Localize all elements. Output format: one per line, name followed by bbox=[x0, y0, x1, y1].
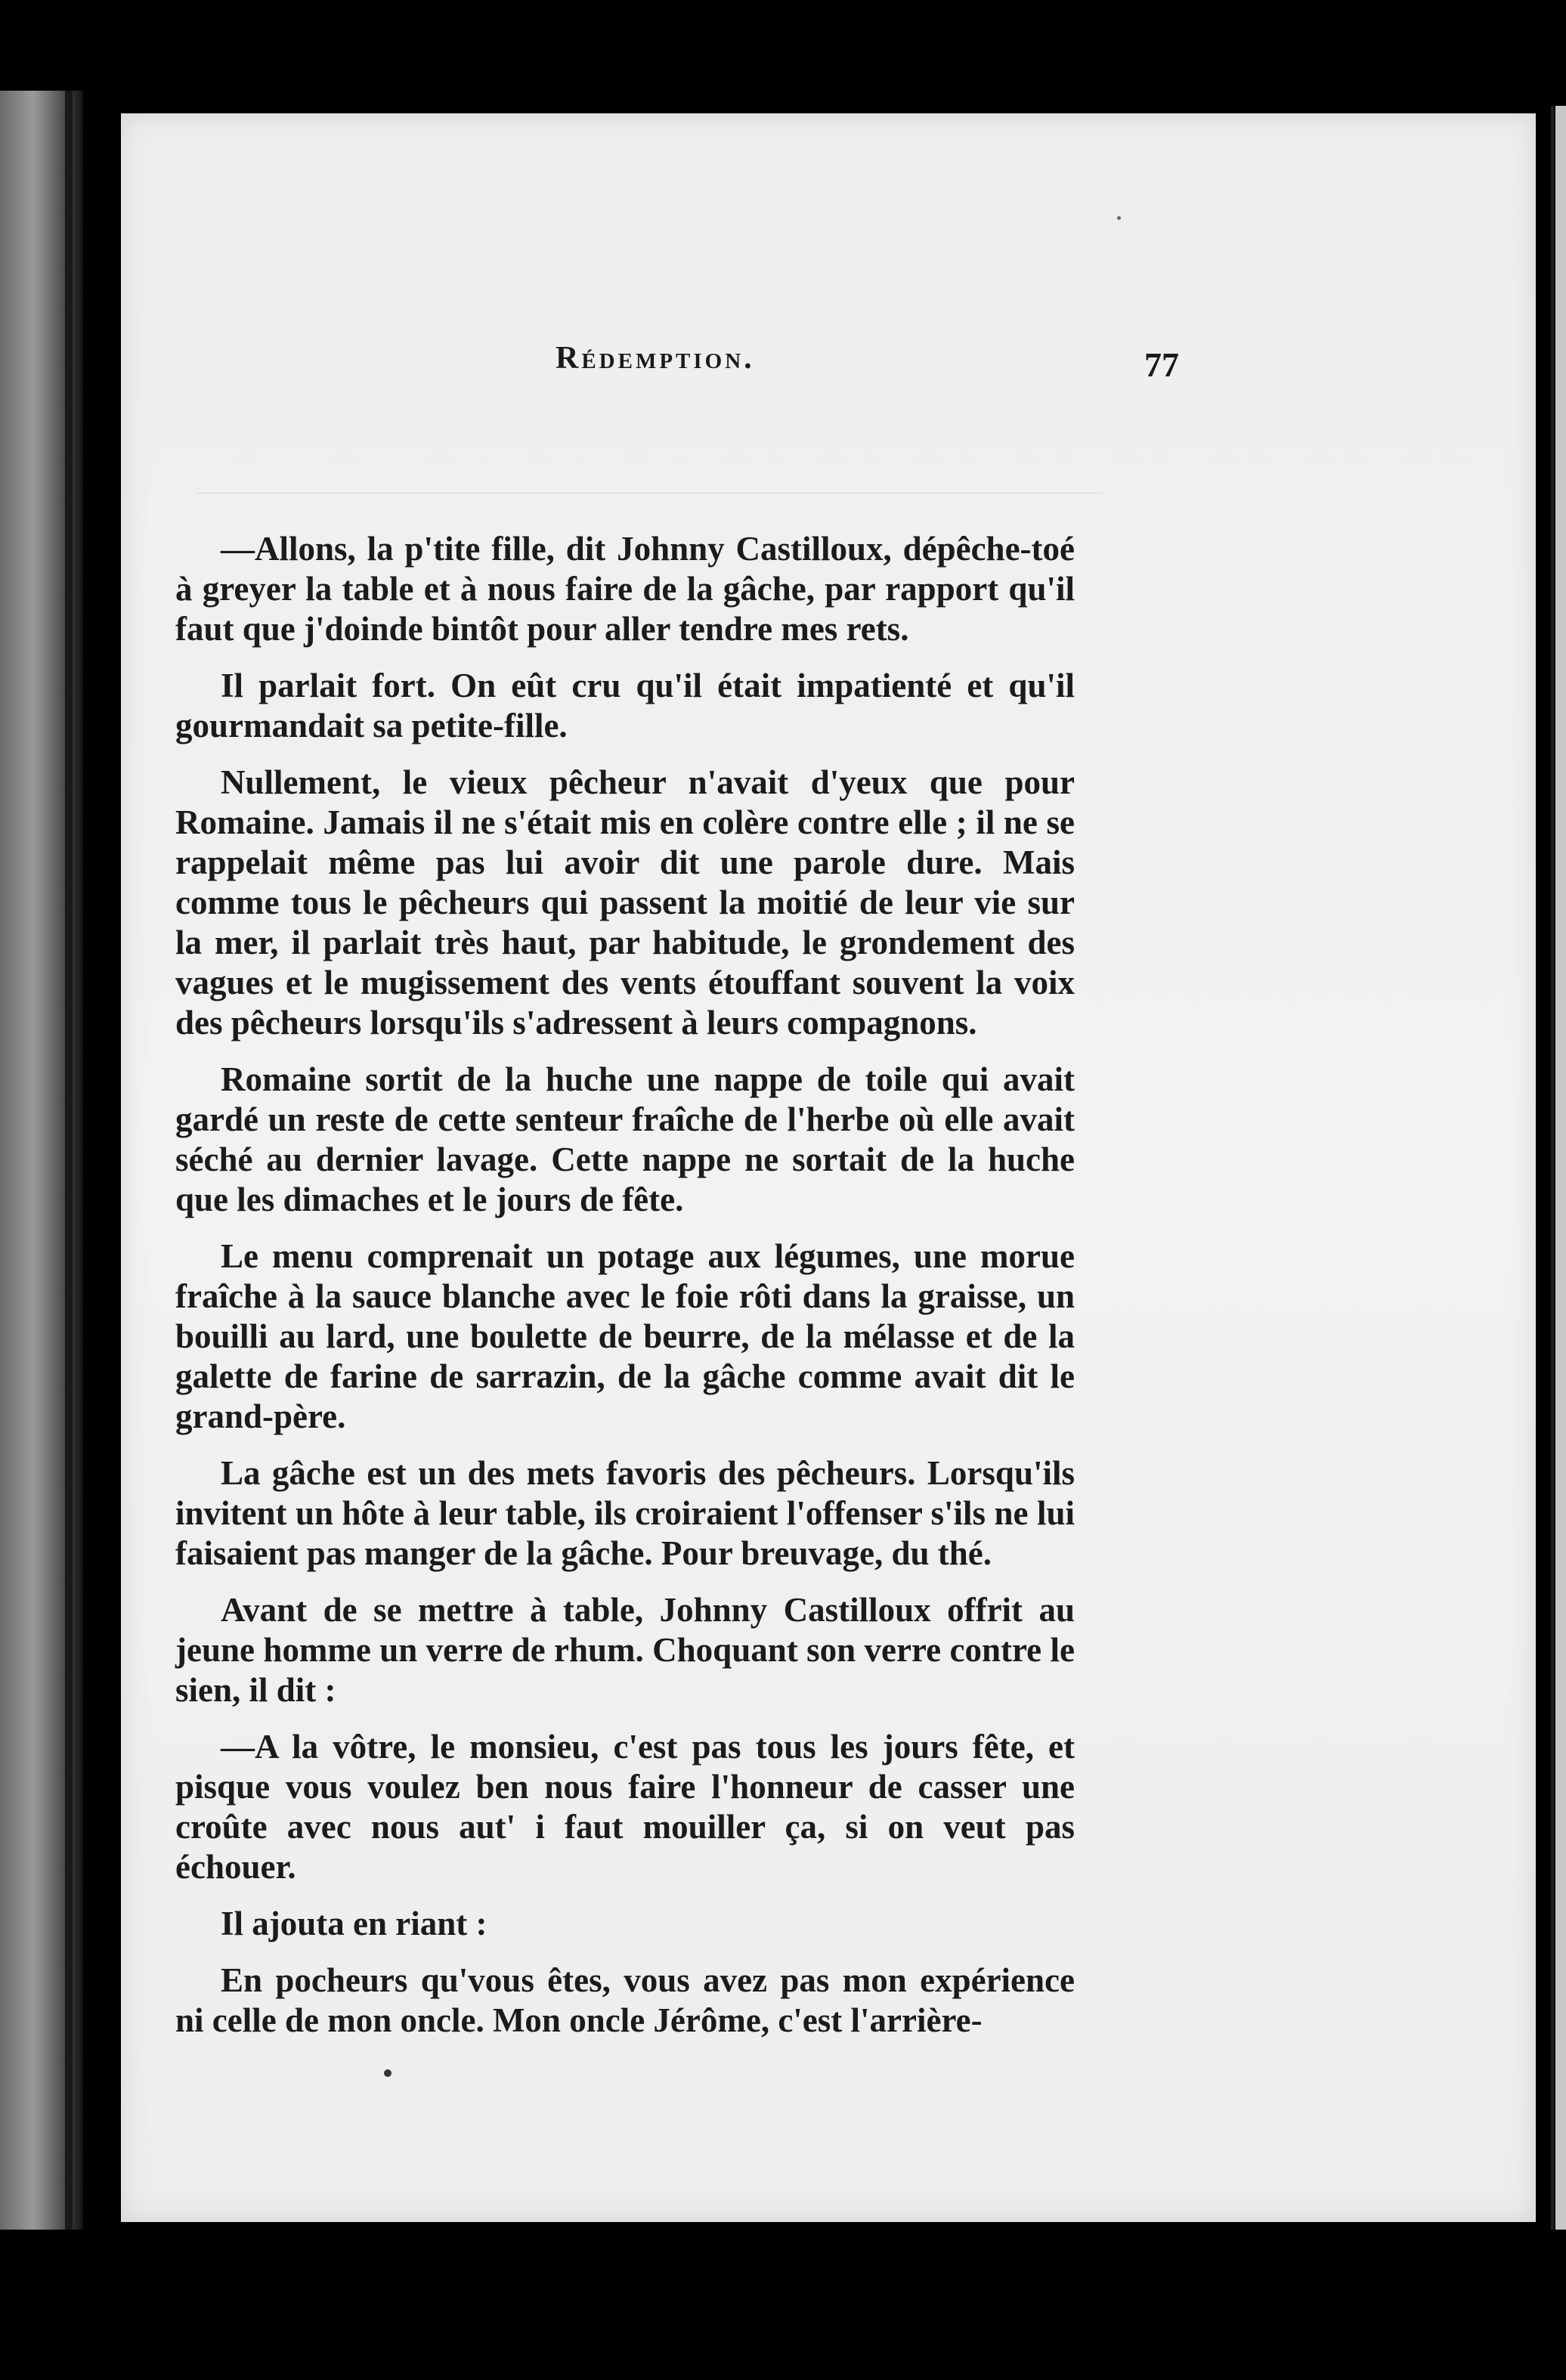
running-title: Rédemption. bbox=[556, 341, 755, 376]
page-right-edge bbox=[1555, 106, 1566, 2230]
paragraph: Il parlait fort. On eût cru qu'il était impatienté et qu'il gourmandait sa petite-fille. bbox=[175, 667, 1075, 744]
paragraph: —Allons, la p'tite fille, dit Johnny Castilloux, dépêche-toé à greyer la table et à nous faire de la gâche, par rapport qu'il faut que j'doinde bintôt pour aller tendre mes rets. bbox=[175, 530, 1075, 648]
paragraph: La gâche est un des mets favoris des pêcheurs. Lorsqu'ils invitent un hôte à leur table, ils croiraient l'offenser s'ils ne lui faisaient pas manger de la gâche. Pour breuvage, du thé. bbox=[175, 1454, 1075, 1572]
page-number: 77 bbox=[1144, 345, 1179, 384]
body-text bbox=[175, 529, 1075, 2057]
paragraph: —A la vôtre, le monsieu, c'est pas tous les jours fête, et pisque vous voulez ben nous faire l'honneur de casser une croûte avec nous aut' i faut mouiller ça, si on veut pas échouer. bbox=[175, 1728, 1075, 1886]
paragraph: Il ajouta en riant : bbox=[221, 1905, 487, 1942]
scan-speck bbox=[1117, 216, 1121, 220]
paragraph: Le menu comprenait un potage aux légumes, une morue fraîche à la sauce blanche avec le foie rôti dans la graisse, un bouilli au lard, une boulette de beurre, de la mélasse et de la galette de farine de sarrazin, de la gâche comme avait dit le grand-père. bbox=[175, 1237, 1075, 1435]
scan-edge-left bbox=[0, 91, 83, 2230]
page-header bbox=[499, 317, 1179, 385]
ink-dot bbox=[384, 2069, 392, 2077]
paragraph: Romaine sortit de la huche une nappe de toile qui avait gardé un reste de cette senteur fraîche de l'herbe où elle avait séché au dernier lavage. Cette nappe ne sortait de la huche que les dimaches et le jours de fête. bbox=[175, 1060, 1075, 1218]
header-rule bbox=[197, 493, 1103, 494]
paragraph: Nullement, le vieux pêcheur n'avait d'yeux que pour Romaine. Jamais il ne s'était mis en colère contre elle ; il ne se rappelait même pas lui avoir dit une parole dure. Mais comme tous le pêcheurs qui passent la moitié de leur vie sur la mer, il parlait très haut, par habitude, le grondement des vagues et le mugissement des vents étouffant souvent la voix des pêcheurs lorsqu'ils s'adressent à leurs compagnons. bbox=[175, 763, 1075, 1041]
paragraph: En pocheurs qu'vous êtes, vous avez pas mon expérience ni celle de mon oncle. Mon oncle Jérôme, c'est l'arrière- bbox=[175, 1961, 1075, 2039]
paragraph: Avant de se mettre à table, Johnny Castilloux offrit au jeune homme un verre de rhum. Choquant son verre contre le sien, il dit : bbox=[175, 1591, 1075, 1709]
